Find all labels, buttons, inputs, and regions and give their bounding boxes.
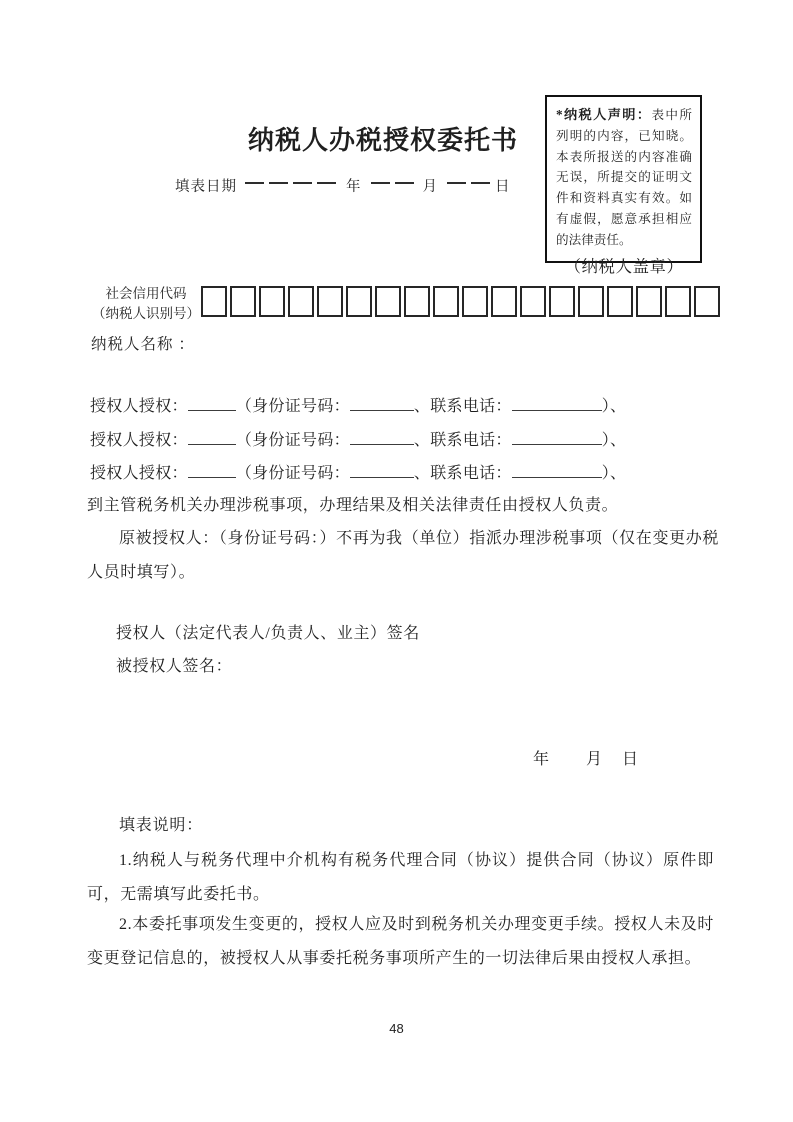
declaration-title: *纳税人声明：	[556, 107, 652, 122]
code-box	[607, 286, 633, 317]
id-blank	[350, 429, 414, 445]
code-box	[288, 286, 314, 317]
auth-suffix: ）、	[601, 431, 627, 449]
auth-phone-label: 、联系电话：	[413, 465, 512, 482]
code-box	[520, 286, 546, 317]
declaration-body: 表中所列明的内容，已知晓。本表所报送的内容准确无误，所提交的证明文件和资料真实有效。如有虚假，愿意承担相应的法律责任。	[556, 108, 693, 247]
year-label: 年	[346, 179, 362, 195]
note-item-2: 2.本委托事项发生变更的，授权人应及时到税务机关办理变更手续。授权人未及时变更登记信息的，被授权人从事委托税务事项所产生的一切法律后果由授权人承担。	[87, 916, 714, 967]
code-box	[201, 286, 227, 317]
form-title: 纳税人办税授权委托书	[247, 126, 518, 155]
credit-code-label-line1: 社会信用代码	[105, 286, 187, 301]
credit-code-label-line2: （纳税人识别号）	[92, 305, 200, 321]
fill-date-row	[175, 172, 511, 196]
notes-title: 填表说明：	[119, 817, 204, 834]
auth-prefix: 授权人授权：	[90, 465, 188, 482]
auth-id-label: （身份证号码：	[235, 431, 350, 449]
code-box	[346, 286, 372, 317]
auth-suffix: ）、	[601, 465, 627, 482]
credit-code-boxes	[201, 286, 720, 317]
code-box	[491, 286, 517, 317]
code-box	[404, 286, 430, 317]
code-box	[549, 286, 575, 317]
auth-id-label: （身份证号码：	[235, 398, 350, 415]
code-box	[694, 286, 720, 317]
code-box	[375, 286, 401, 317]
code-box	[462, 286, 488, 317]
code-box	[259, 286, 285, 317]
phone-blank	[512, 395, 602, 411]
code-box	[578, 286, 604, 317]
credit-code-label	[88, 284, 204, 323]
name-blank	[188, 462, 236, 478]
authorization-line	[90, 457, 626, 491]
id-blank	[350, 395, 414, 411]
name-blank	[188, 429, 236, 445]
taxpayer-name-label: 纳税人名称 ：	[91, 336, 195, 353]
note-item-1: 1.纳税人与税务代理中介机构有税务代理合同（协议）提供合同（协议）原件即可，无需填写此委托书。	[87, 852, 714, 903]
id-blank	[350, 462, 414, 478]
day-label: 日	[495, 179, 511, 195]
authorization-lines	[90, 390, 626, 491]
original-agent-text: 原被授权人：（身份证号码：）不再为我（单位）指派办理涉税事项（仅在变更办税人员时填写）。	[87, 530, 719, 581]
authorizer-signature-label: 授权人（法定代表人/负责人、业主）签名	[116, 625, 420, 642]
auth-prefix: 授权人授权：	[90, 431, 188, 449]
month-label: 月	[422, 179, 438, 195]
code-box	[665, 286, 691, 317]
page-number: 48	[389, 1021, 404, 1036]
auth-phone-label: 、联系电话：	[413, 431, 512, 449]
code-box	[230, 286, 256, 317]
name-blank	[188, 395, 236, 411]
code-box	[317, 286, 343, 317]
sig-month-label: 月	[586, 751, 603, 768]
taxpayer-seal-label: （纳税人盖章）	[564, 256, 684, 276]
code-box	[433, 286, 459, 317]
auth-suffix: ）、	[601, 398, 627, 415]
auth-prefix: 授权人授权：	[90, 398, 188, 415]
auth-phone-label: 、联系电话：	[413, 398, 512, 415]
month-blank-dashes	[369, 182, 417, 196]
agent-signature-label: 被授权人签名：	[116, 658, 233, 675]
phone-blank	[512, 462, 602, 478]
code-box	[636, 286, 662, 317]
authorization-line	[90, 424, 626, 458]
year-blank-dashes	[242, 182, 338, 196]
phone-blank	[512, 429, 602, 445]
authorization-scope-text: 到主管税务机关办理涉税事项，办理结果及相关法律责任由授权人负责。	[87, 497, 619, 514]
sig-year-label: 年	[533, 751, 550, 768]
sig-day-label: 日	[622, 751, 639, 768]
day-blank-dashes	[444, 182, 492, 196]
fill-date-label: 填表日期	[175, 179, 237, 195]
auth-id-label: （身份证号码：	[235, 465, 350, 482]
authorization-line	[90, 390, 626, 424]
signature-date-row	[533, 746, 638, 769]
